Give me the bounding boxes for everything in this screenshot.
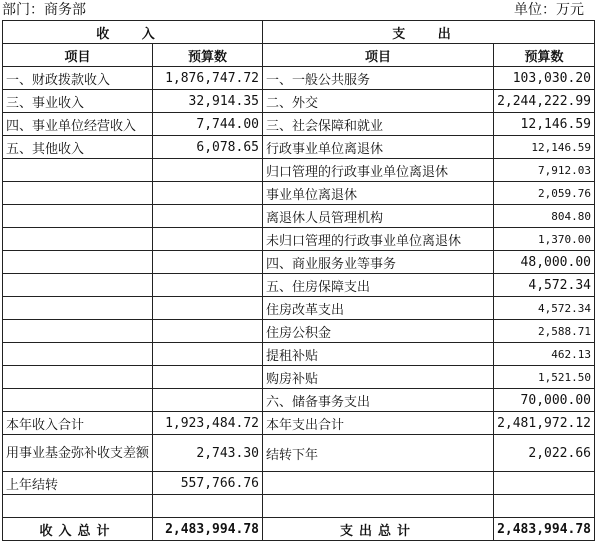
expense-value: 103,030.20 xyxy=(494,67,595,90)
empty-cell xyxy=(153,251,263,274)
table-row xyxy=(3,113,595,136)
fund-offset-value: 2,743.30 xyxy=(153,435,263,472)
column-header-row xyxy=(3,44,595,67)
expense-item-header: 项目 xyxy=(263,44,494,67)
income-grand-total-label: 收入总计 xyxy=(3,518,153,541)
income-year-total-value: 1,923,484.72 xyxy=(153,412,263,435)
expense-item: 离退休人员管理机构 xyxy=(263,205,494,228)
expense-year-total-value: 2,481,972.12 xyxy=(494,412,595,435)
spacer-row xyxy=(3,495,595,518)
expense-value: 4,572.34 xyxy=(494,274,595,297)
expense-grand-total-label: 支出总计 xyxy=(263,518,494,541)
expense-item: 提租补贴 xyxy=(263,343,494,366)
expense-item: 二、外交 xyxy=(263,90,494,113)
expense-item: 三、社会保障和就业 xyxy=(263,113,494,136)
table-row xyxy=(3,90,595,113)
empty-cell xyxy=(153,495,263,518)
empty-cell xyxy=(494,472,595,495)
expense-value: 4,572.34 xyxy=(494,297,595,320)
prior-balance-value: 557,766.76 xyxy=(153,472,263,495)
expense-value: 462.13 xyxy=(494,343,595,366)
empty-cell xyxy=(3,274,153,297)
income-item-header: 项目 xyxy=(3,44,153,67)
empty-cell xyxy=(3,495,153,518)
expense-value: 1,521.50 xyxy=(494,366,595,389)
expense-item: 事业单位离退休 xyxy=(263,182,494,205)
empty-cell xyxy=(153,228,263,251)
fund-offset-row xyxy=(3,435,595,472)
expense-value: 2,059.76 xyxy=(494,182,595,205)
empty-cell xyxy=(153,343,263,366)
empty-cell xyxy=(3,251,153,274)
expense-item: 住房改革支出 xyxy=(263,297,494,320)
empty-cell xyxy=(263,495,494,518)
table-row xyxy=(3,159,595,182)
expense-value: 48,000.00 xyxy=(494,251,595,274)
table-row xyxy=(3,343,595,366)
income-section-header: 收 入 xyxy=(3,21,263,44)
expense-item: 未归口管理的行政事业单位离退休 xyxy=(263,228,494,251)
table-row xyxy=(3,366,595,389)
empty-cell xyxy=(3,228,153,251)
expense-item: 归口管理的行政事业单位离退休 xyxy=(263,159,494,182)
unit-label: 单位：万元 xyxy=(514,2,584,18)
expense-value: 12,146.59 xyxy=(494,136,595,159)
empty-cell xyxy=(153,182,263,205)
expense-item: 行政事业单位离退休 xyxy=(263,136,494,159)
fund-offset-label: 用事业基金弥补收支差额 xyxy=(3,435,153,472)
expense-item: 五、住房保障支出 xyxy=(263,274,494,297)
expense-item: 购房补贴 xyxy=(263,366,494,389)
expense-value: 2,588.71 xyxy=(494,320,595,343)
expense-budget-header: 预算数 xyxy=(494,44,595,67)
income-item: 五、其他收入 xyxy=(3,136,153,159)
empty-cell xyxy=(153,205,263,228)
empty-cell xyxy=(3,320,153,343)
empty-cell xyxy=(494,495,595,518)
expense-year-total-label: 本年支出合计 xyxy=(263,412,494,435)
empty-cell xyxy=(3,389,153,412)
carry-forward-value: 2,022.66 xyxy=(494,435,595,472)
empty-cell xyxy=(3,159,153,182)
year-total-row xyxy=(3,412,595,435)
expense-value: 7,912.03 xyxy=(494,159,595,182)
income-item: 四、事业单位经营收入 xyxy=(3,113,153,136)
table-row xyxy=(3,297,595,320)
empty-cell xyxy=(153,320,263,343)
empty-cell xyxy=(3,343,153,366)
expense-item: 四、商业服务业等事务 xyxy=(263,251,494,274)
table-row xyxy=(3,274,595,297)
expense-value: 70,000.00 xyxy=(494,389,595,412)
empty-cell xyxy=(263,472,494,495)
expense-value: 2,244,222.99 xyxy=(494,90,595,113)
empty-cell xyxy=(153,389,263,412)
empty-cell xyxy=(153,366,263,389)
prior-balance-row xyxy=(3,472,595,495)
table-row xyxy=(3,228,595,251)
expense-value: 12,146.59 xyxy=(494,113,595,136)
expense-item: 一、一般公共服务 xyxy=(263,67,494,90)
income-value: 32,914.35 xyxy=(153,90,263,113)
carry-forward-label: 结转下年 xyxy=(263,435,494,472)
prior-balance-label: 上年结转 xyxy=(3,472,153,495)
table-row xyxy=(3,136,595,159)
table-row xyxy=(3,389,595,412)
table-row xyxy=(3,182,595,205)
income-item: 一、财政拨款收入 xyxy=(3,67,153,90)
income-grand-total-value: 2,483,994.78 xyxy=(153,518,263,541)
empty-cell xyxy=(3,366,153,389)
table-row xyxy=(3,67,595,90)
empty-cell xyxy=(153,159,263,182)
department-label: 部门：商务部 xyxy=(2,2,86,18)
empty-cell xyxy=(3,297,153,320)
table-row xyxy=(3,251,595,274)
income-item: 三、事业收入 xyxy=(3,90,153,113)
section-header-row xyxy=(3,21,595,44)
table-row xyxy=(3,320,595,343)
income-value: 1,876,747.72 xyxy=(153,67,263,90)
income-budget-header: 预算数 xyxy=(153,44,263,67)
empty-cell xyxy=(3,182,153,205)
empty-cell xyxy=(3,205,153,228)
expense-grand-total-value: 2,483,994.78 xyxy=(494,518,595,541)
grand-total-row xyxy=(3,518,595,541)
expense-item: 住房公积金 xyxy=(263,320,494,343)
expense-value: 804.80 xyxy=(494,205,595,228)
table-row xyxy=(3,205,595,228)
expense-section-header: 支 出 xyxy=(263,21,595,44)
expense-value: 1,370.00 xyxy=(494,228,595,251)
budget-table xyxy=(2,20,595,541)
income-year-total-label: 本年收入合计 xyxy=(3,412,153,435)
empty-cell xyxy=(153,297,263,320)
expense-item: 六、储备事务支出 xyxy=(263,389,494,412)
income-value: 7,744.00 xyxy=(153,113,263,136)
empty-cell xyxy=(153,274,263,297)
income-value: 6,078.65 xyxy=(153,136,263,159)
